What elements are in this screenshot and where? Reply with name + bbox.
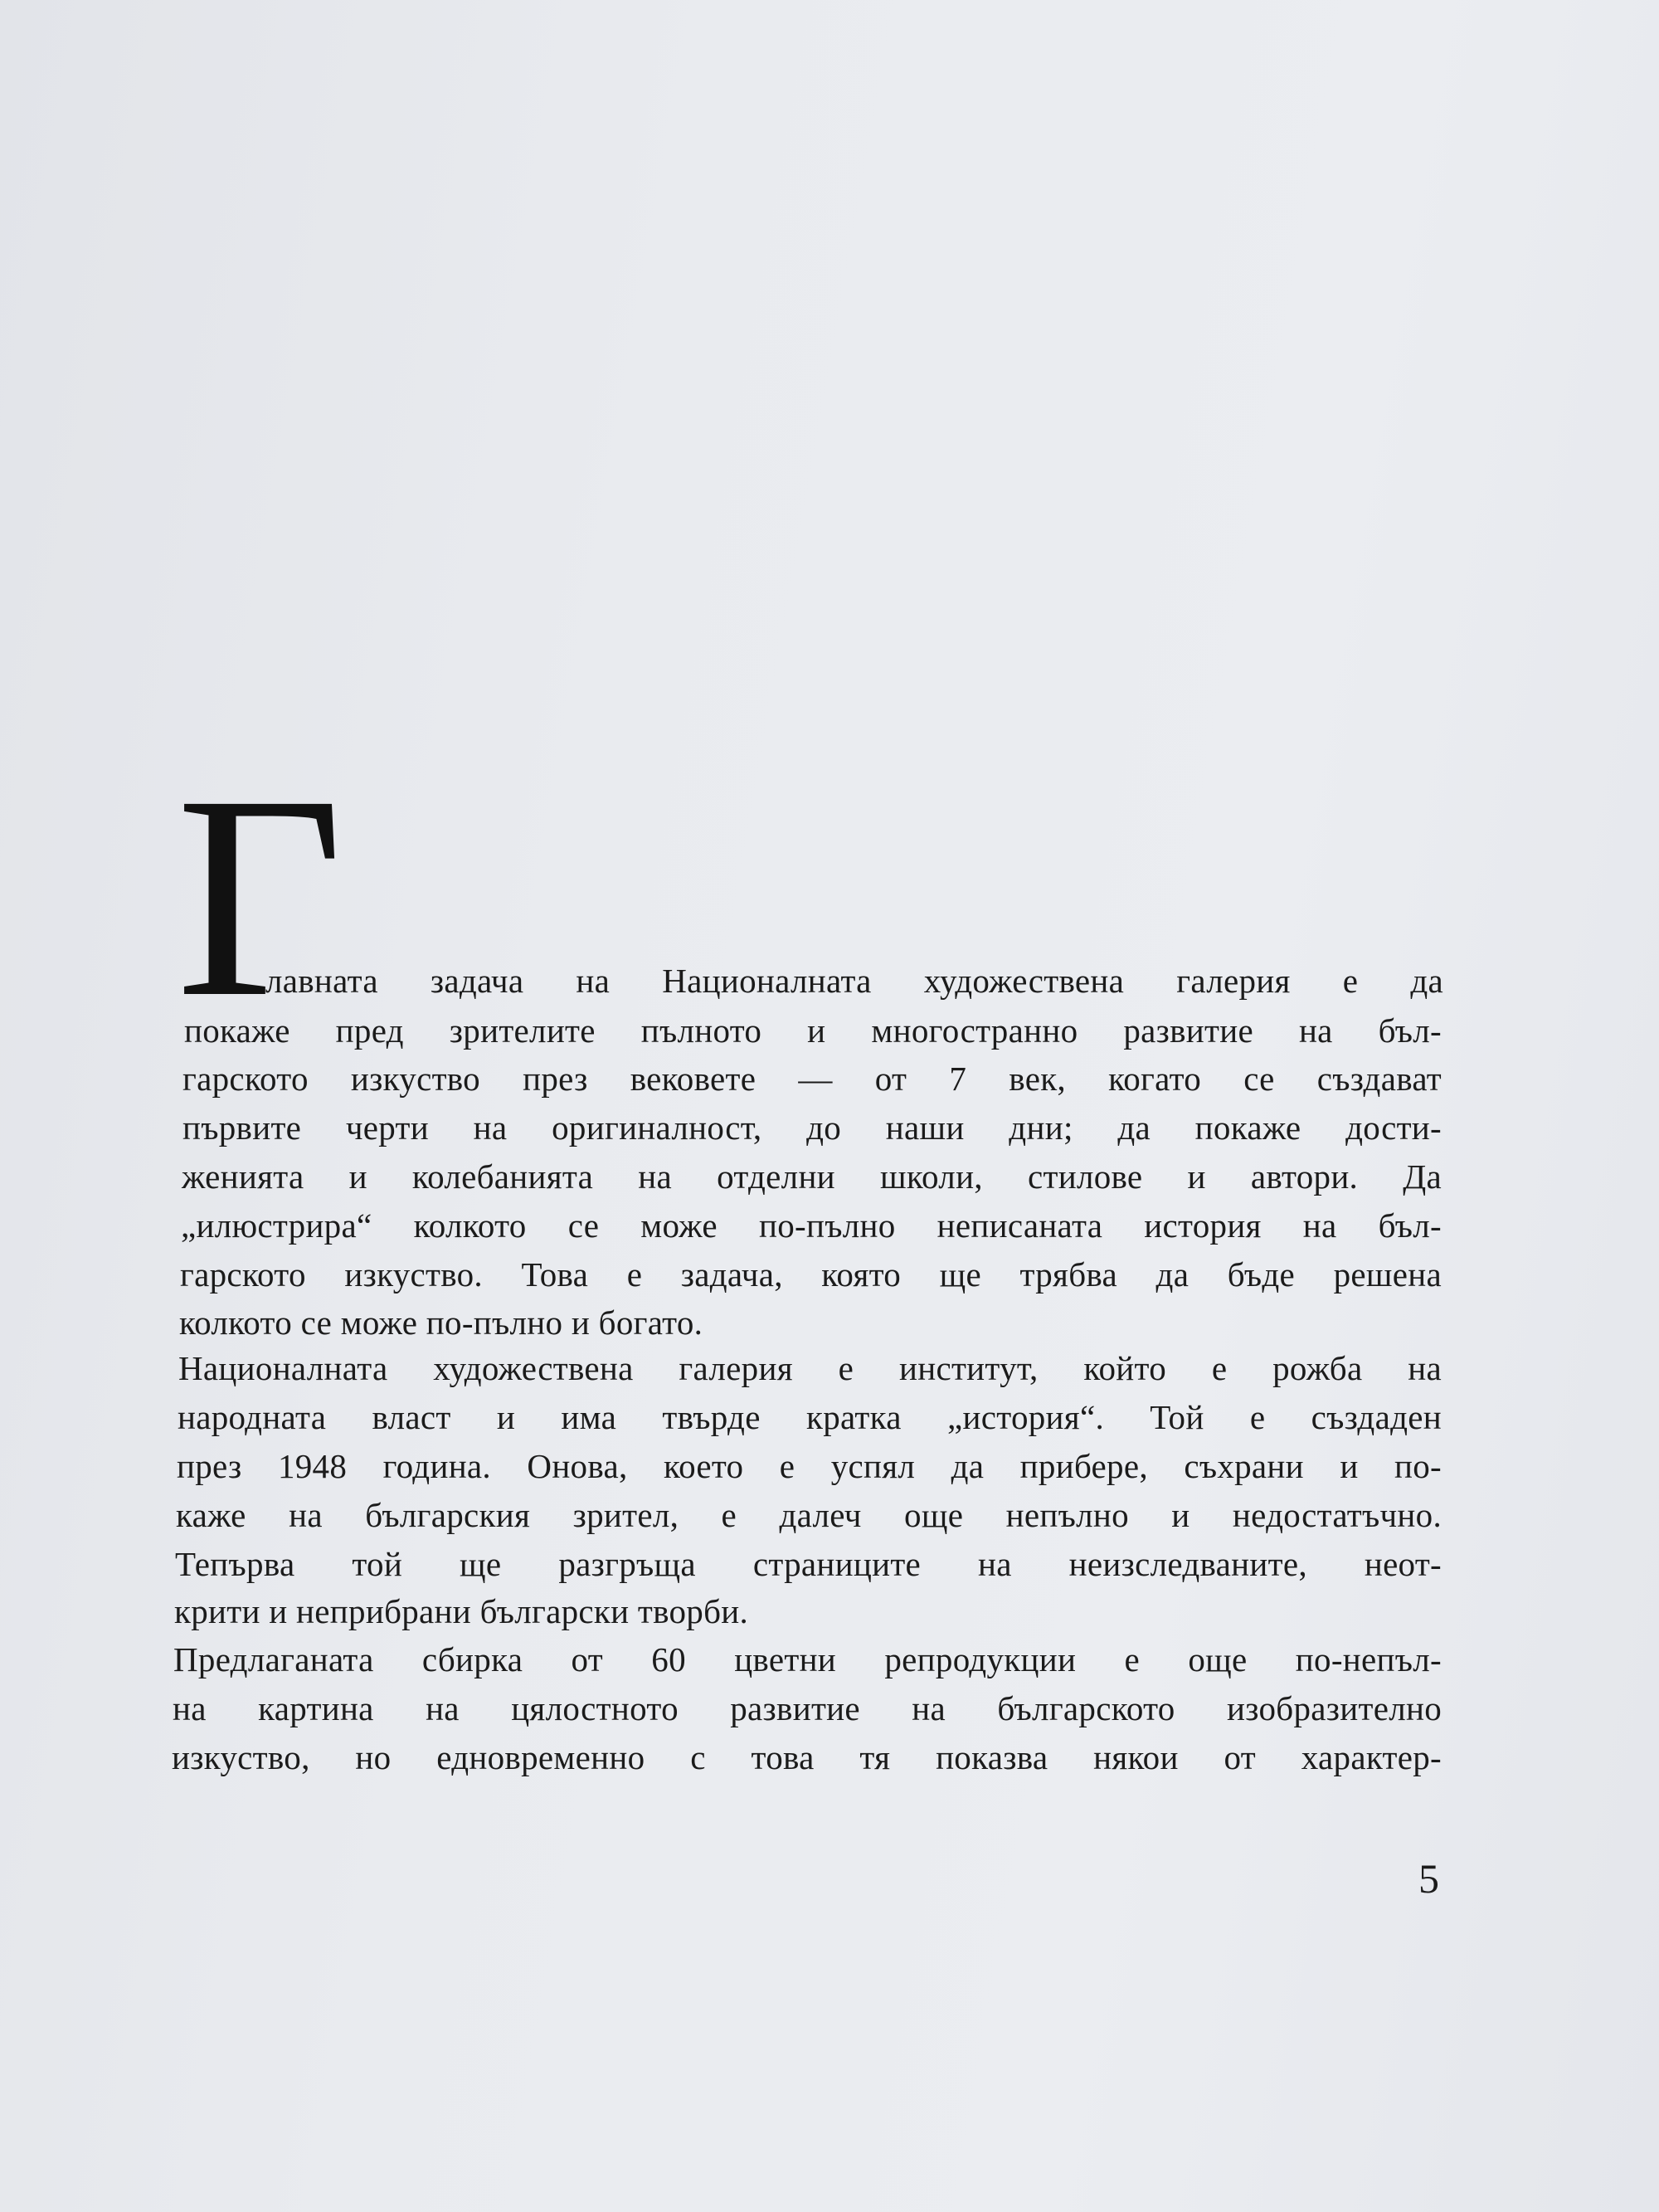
text-line: гарското изкуство през вековете — от 7 век, когато се създават xyxy=(182,1060,1442,1098)
drop-cap: Г xyxy=(176,735,344,1057)
text-line: на картина на цялостното развитие на българското изобразително xyxy=(173,1689,1442,1727)
text-line: през 1948 година. Онова, което е успял да прибере, съхрани и по- xyxy=(177,1447,1442,1485)
reverse-side-bleed xyxy=(174,0,1468,797)
text-line: Предлаганата сбирка от 60 цветни репродукции е още по-непъл- xyxy=(173,1640,1442,1678)
text-line: колкото се може по-пълно и богато. xyxy=(179,1303,703,1342)
text-line: женията и колебанията на отделни школи, стилове и автори. Да xyxy=(182,1157,1442,1196)
text-line: Националната художествена галерия е институт, който е рожба на xyxy=(178,1349,1442,1387)
text-line: лавната задача на Националната художествена галерия е да xyxy=(265,962,1443,1000)
text-line: Тепърва той ще разгръща страниците на неизследваните, неот- xyxy=(175,1545,1442,1583)
text-line: първите черти на оригиналност, до наши дни; да покаже дости- xyxy=(182,1108,1442,1147)
page-number: 5 xyxy=(1418,1855,1439,1902)
text-line: крити и неприбрани български творби. xyxy=(174,1592,749,1630)
text-line: изкуство, но едновременно с това тя показва някои от характер- xyxy=(172,1738,1442,1776)
text-line: гарското изкуство. Това е задача, която ще трябва да бъде решена xyxy=(180,1255,1442,1294)
text-line: народната власт и има твърде кратка „история“. Той е създаден xyxy=(178,1398,1442,1436)
text-line: каже на българския зрител, е далеч още непълно и недостатъчно. xyxy=(176,1496,1442,1534)
text-line: „илюстрира“ колкото се може по-пълно неписаната история на бъл- xyxy=(181,1206,1442,1245)
text-line: покаже пред зрителите пълното и многостранно развитие на бъл- xyxy=(184,1011,1442,1050)
